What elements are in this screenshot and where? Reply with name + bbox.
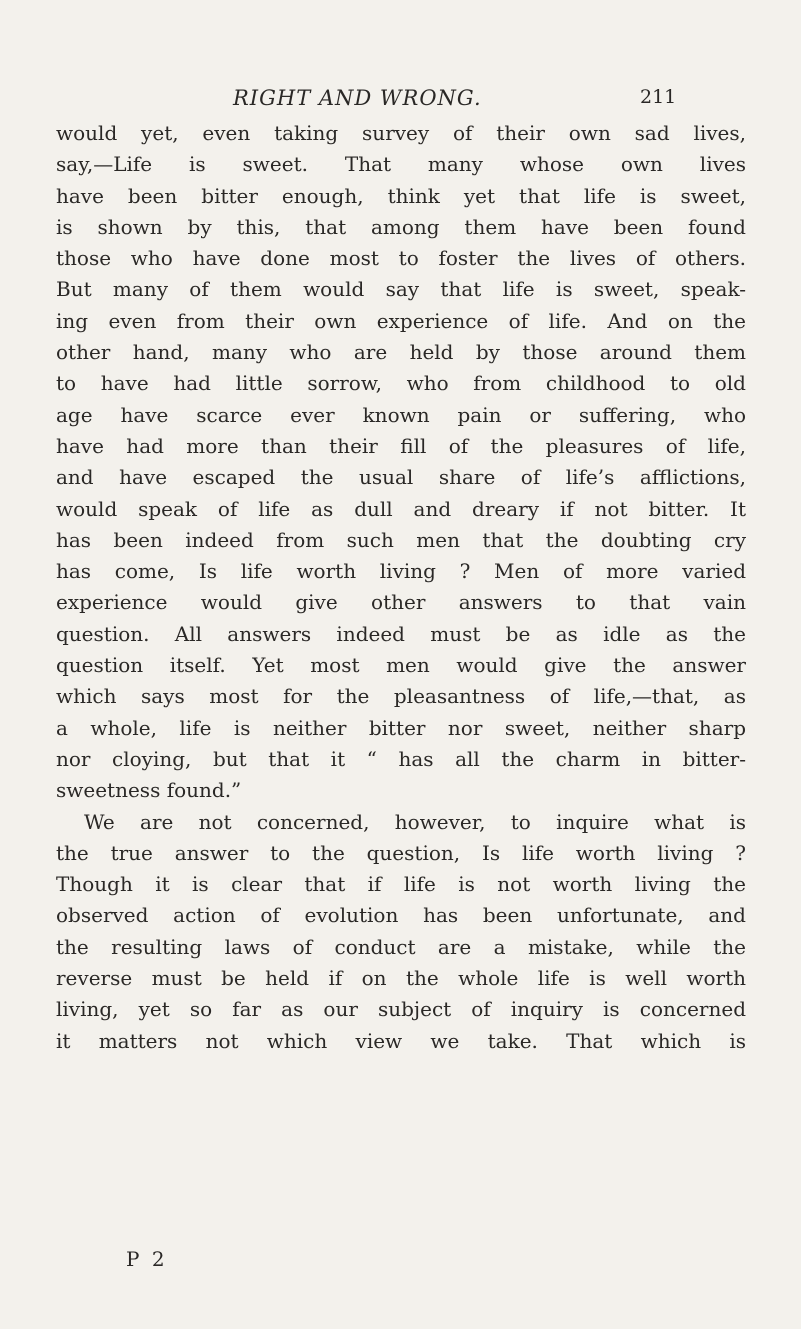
page-number: 211 bbox=[640, 86, 677, 108]
text-line: But many of them would say that life is sweet, speak- bbox=[56, 277, 746, 302]
text-line: ing even from their own experience of life. And on the bbox=[56, 308, 746, 333]
text-line: living, yet so far as our subject of inquiry is concerned bbox=[56, 997, 746, 1022]
running-head bbox=[0, 86, 801, 116]
text-line: the resulting laws of conduct are a mistake, while the bbox=[56, 934, 746, 959]
text-line: the true answer to the question, Is life worth living ? bbox=[56, 840, 746, 865]
text-line: would yet, even taking survey of their own sad lives, bbox=[56, 121, 746, 145]
text-line: age have scarce ever known pain or suffering, who bbox=[56, 402, 746, 427]
text-line: has been indeed from such men that the doubting cry bbox=[56, 527, 746, 552]
text-line: has come, Is life worth living ? Men of more varied bbox=[56, 559, 746, 584]
text-line: is shown by this, that among them have been found bbox=[56, 214, 746, 239]
text-line: have had more than their fill of the pleasures of life, bbox=[56, 433, 746, 458]
signature-mark: P 2 bbox=[126, 1247, 168, 1271]
text-line: have been bitter enough, think yet that life is sweet, bbox=[56, 183, 746, 208]
text-line: question itself. Yet most men would give the answer bbox=[56, 653, 746, 678]
text-line: observed action of evolution has been unfortunate, and bbox=[56, 903, 746, 928]
paragraph-start-line: We are not concerned, however, to inquire what is bbox=[84, 809, 746, 834]
text-line: experience would give other answers to that vain bbox=[56, 590, 746, 615]
text-line: question. All answers indeed must be as idle as the bbox=[56, 621, 746, 646]
text-line: nor cloying, but that it “ has all the charm in bitter- bbox=[56, 746, 746, 771]
text-line: to have had little sorrow, who from childhood to old bbox=[56, 371, 746, 396]
running-head-title: RIGHT AND WRONG. bbox=[233, 86, 482, 110]
text-line: which says most for the pleasantness of life,—that, as bbox=[56, 684, 746, 709]
paragraph-end-line: sweetness found.” bbox=[56, 778, 242, 803]
text-line: and have escaped the usual share of life’s afflictions, bbox=[56, 465, 746, 490]
body-text bbox=[56, 118, 746, 1057]
text-line: those who have done most to foster the lives of others. bbox=[56, 246, 746, 271]
text-line: Though it is clear that if life is not worth living the bbox=[56, 872, 746, 897]
text-line: a whole, life is neither bitter nor sweet, neither sharp bbox=[56, 715, 746, 740]
text-line: say,—Life is sweet. That many whose own lives bbox=[56, 152, 746, 177]
text-line: it matters not which view we take. That which is bbox=[56, 1028, 746, 1053]
text-line: other hand, many who are held by those around them bbox=[56, 340, 746, 365]
text-line: would speak of life as dull and dreary if not bitter. It bbox=[56, 496, 746, 521]
text-line: reverse must be held if on the whole life is well worth bbox=[56, 966, 746, 991]
